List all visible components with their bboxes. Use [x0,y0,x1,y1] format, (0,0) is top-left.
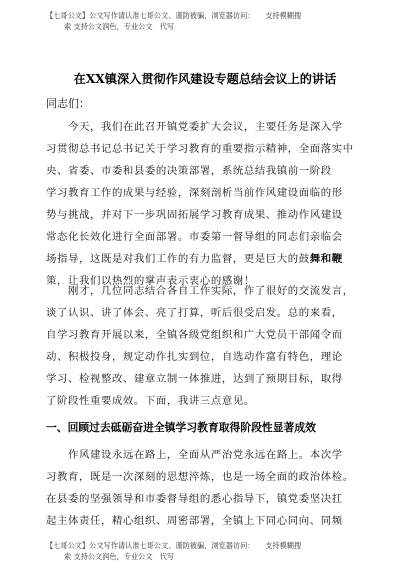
text-line: 今天，我们在此召开镇党委扩大会议，主要任务是深入学 [68,121,343,133]
text-line: 习教育，既是一次深刻的思想淬炼，也是一场全面的政治体检。 [46,471,354,483]
section-heading-1: 一、回顾过去砥砺奋进全镇学习教育取得阶段性显著成效 [46,421,316,434]
text-line [46,248,366,270]
paragraph-1 [46,116,366,292]
header-line-1: 【七哥公文】公文写作请认准七哥公文、谨防被骗，浏览器访问： 支持模糊搜 [46,11,302,20]
text-line: 在县委的坚强领导和市委督导组的悉心指导下，镇党委坚决扛 [46,493,343,505]
document-title: 在XX镇深入贯彻作风建设专题总结会议上的讲话 [73,72,337,86]
greeting: 同志们： [46,97,90,110]
text-line: 策，让我们以热烈的掌声表示衷心的感谢！ [46,275,255,287]
text-line: 习贯彻总书记总书记关于学习教育的重要指示精神，全面落实中 [46,143,354,155]
text-line: 势与挑战，并对下一步巩固拓展学习教育成果、推动作风建设 [46,209,343,221]
text-line: 起主体责任，精心组织、周密部署，全镇上下同心同向、同频 [46,515,343,527]
text-line: 常态化长效化进行全面部署。市委第一督导组的同志们亲临会 [46,231,343,243]
text-line: 学习、检视整改、建章立制一体推进，达到了预期目标，取得 [46,373,343,385]
footer-line-1: 【七哥公文】公文写作请认准七哥公文、谨防被骗，浏览器访问： 支持模糊搜 [46,541,302,550]
bold-text: 舞和鞭 [309,253,343,265]
text-line: 央、省委、市委和县委的决策部署，系统总结我镇前一阶段 [46,165,332,177]
text-line: 作风建设永远在路上，全面从严治党永远在路上。本次学 [68,449,343,461]
page-footer [46,540,376,562]
page-header [46,10,376,32]
footer-line-2: 索 支持公文润色，专业公文 代写 [64,552,175,561]
text-line: 动、积极投身，规定动作扎实到位，自选动作富有特色，理论 [46,351,343,363]
text-run: 场指导，这既是对我们工作的有力监督，更是巨大的鼓 [46,253,310,265]
paragraph-3 [46,444,366,532]
text-line: 了阶段性重要成效。下面，我讲三点意见。 [46,395,255,407]
text-line: 学习教育工作的成果与经验，深刻剖析当前作风建设面临的形 [46,187,343,199]
text-line: 谈了认识、讲了体会、亮了打算，听后很受启发。总的来看， [46,307,343,319]
header-line-2: 索 支持公文润色，专业公文 代写 [64,22,175,31]
text-line: 自学习教育开展以来，全镇各级党组织和广大党员干部闻令而 [46,329,343,341]
paragraph-2 [46,280,366,412]
text-line: 刚才，几位同志结合各自工作实际，作了很好的交流发言， [68,285,354,297]
